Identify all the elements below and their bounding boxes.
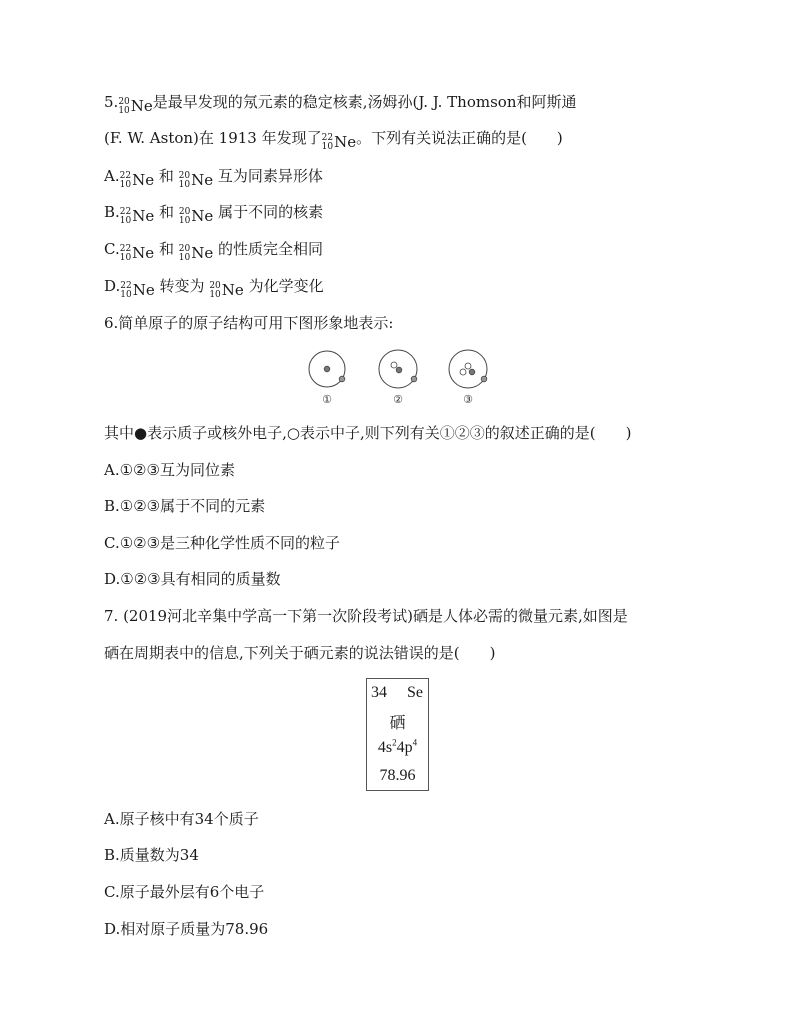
q6-description: 其中●表示质子或核外电子,○表示中子,则下列有关①②③的叙述正确的是( ) xyxy=(104,424,632,442)
q5-number: 5. xyxy=(104,93,119,111)
element-name: 硒 xyxy=(389,715,406,732)
nuclide-ne-22: 22 10 Ne xyxy=(119,171,155,190)
electron-configuration: $4s^24p^4$ xyxy=(377,737,418,756)
card-top-row xyxy=(367,684,428,702)
q5-option-d[interactable]: D. 22 10 Ne 转变为 20 10 Ne 为化学变化 xyxy=(104,277,324,300)
q7-option-d[interactable]: D.相对原子质量为78.96 xyxy=(104,920,269,938)
q5-option-b[interactable]: B. 22 10 Ne 和 20 10 Ne 属于不同的核素 xyxy=(104,203,324,226)
q6-option-c[interactable]: C.①②③是三种化学性质不同的粒子 xyxy=(104,534,341,552)
q7-stem-line1: 7. (2019河北辛集中学高一下第一次阶段考试)硒是人体必需的微量元素,如图是 xyxy=(104,607,628,625)
nuclide-ne-20: 20 10 Ne xyxy=(118,97,153,116)
atomic-number: 34 xyxy=(371,684,387,701)
periodic-table-cell-selenium xyxy=(366,678,429,791)
q5-stem-line1 xyxy=(104,92,576,116)
q5-stem-line2: (F. W. Aston)在 1913 年发现了 22 10 Ne。下列有关说法正确的是( ) xyxy=(104,129,563,152)
q5-stem-text1: 是最早发现的氖元素的稳定核素,汤姆孙(J. J. Thomson和阿斯通 xyxy=(152,93,577,111)
q5-option-a[interactable]: A. 22 10 Ne 和 20 10 Ne 互为同素异形体 xyxy=(104,167,323,190)
q6-option-a[interactable]: A.①②③互为同位素 xyxy=(104,461,235,479)
nuclide-ne-20: 20 10 Ne xyxy=(178,244,214,263)
nuclide-ne-22: 22 10 Ne xyxy=(321,133,357,152)
nuclide-ne-22: 22 10 Ne xyxy=(119,207,155,226)
q7-option-a[interactable]: A.原子核中有34个质子 xyxy=(104,810,259,828)
element-symbol: Se xyxy=(407,684,423,701)
nuclide-ne-20: 20 10 Ne xyxy=(178,171,214,190)
q7-option-b[interactable]: B.质量数为34 xyxy=(104,846,199,864)
atom-3 xyxy=(449,350,487,406)
atom-label-3: ③ xyxy=(463,393,473,406)
q6-stem: 6.简单原子的原子结构可用下图形象地表示: xyxy=(104,314,394,332)
atom-1 xyxy=(309,351,345,406)
q6-option-d[interactable]: D.①②③具有相同的质量数 xyxy=(104,570,281,588)
q7-option-c[interactable]: C.原子最外层有6个电子 xyxy=(104,883,265,901)
q5-option-c[interactable]: C. 22 10 Ne 和 20 10 Ne 的性质完全相同 xyxy=(104,240,324,263)
atom-2 xyxy=(379,350,417,406)
atom-label-2: ② xyxy=(393,393,403,406)
nuclide-ne-22: 22 10 Ne xyxy=(120,281,155,300)
atom-label-1: ① xyxy=(322,393,332,406)
atom-structure-figure xyxy=(305,345,495,407)
nuclide-ne-20: 20 10 Ne xyxy=(209,281,244,300)
q7-stem-line2: 硒在周期表中的信息,下列关于硒元素的说法错误的是( ) xyxy=(104,644,496,662)
nuclide-ne-20: 20 10 Ne xyxy=(178,207,214,226)
nuclide-ne-22: 22 10 Ne xyxy=(119,244,155,263)
q6-option-b[interactable]: B.①②③属于不同的元素 xyxy=(104,497,266,515)
relative-atomic-mass: 78.96 xyxy=(379,767,416,784)
